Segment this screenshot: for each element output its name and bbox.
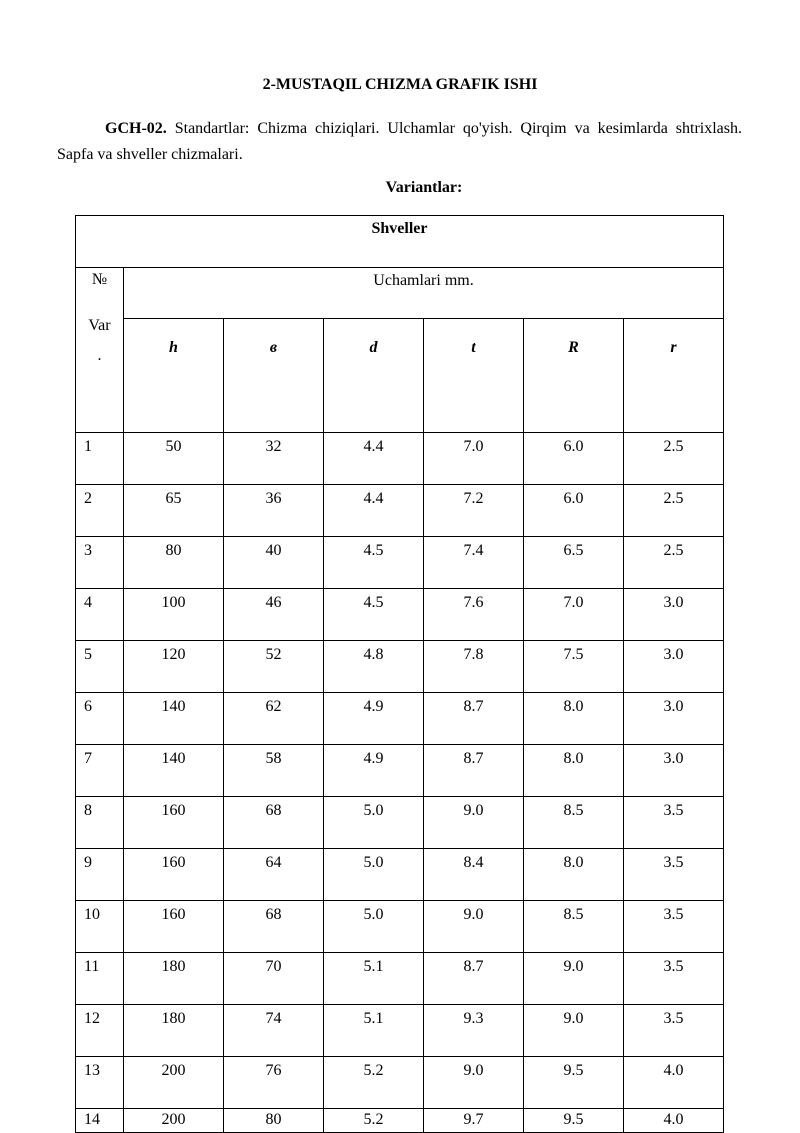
column-header-r: r [624, 319, 724, 433]
table-row [76, 1005, 724, 1057]
cell-t: 7.4 [424, 537, 524, 589]
cell-R: 6.5 [524, 537, 624, 589]
cell-t: 7.2 [424, 485, 524, 537]
cell-variant-number: 8 [76, 797, 124, 849]
cell-h: 200 [124, 1057, 224, 1109]
variant-label-dot: . [97, 347, 102, 364]
cell-R: 6.0 [524, 433, 624, 485]
cell-t: 8.7 [424, 693, 524, 745]
cell-r: 3.0 [624, 641, 724, 693]
cell-d: 5.0 [324, 797, 424, 849]
cell-b: 68 [224, 901, 324, 953]
cell-r: 3.5 [624, 953, 724, 1005]
cell-R: 9.5 [524, 1057, 624, 1109]
table-row [76, 1057, 724, 1109]
cell-R: 8.5 [524, 901, 624, 953]
dimensions-header: Uchamlari mm. [124, 268, 724, 319]
cell-h: 80 [124, 537, 224, 589]
table-row [76, 901, 724, 953]
assignment-description [57, 116, 742, 168]
cell-r: 3.5 [624, 901, 724, 953]
cell-d: 5.2 [324, 1109, 424, 1133]
cell-variant-number: 7 [76, 745, 124, 797]
cell-variant-number: 13 [76, 1057, 124, 1109]
assignment-code: GCH-02. [105, 120, 167, 137]
table-row [76, 693, 724, 745]
cell-variant-number: 10 [76, 901, 124, 953]
shveller-table [75, 215, 724, 1133]
cell-b: 40 [224, 537, 324, 589]
column-header-t: t [424, 319, 524, 433]
cell-d: 5.0 [324, 901, 424, 953]
cell-r: 3.5 [624, 797, 724, 849]
variants-title: Variantlar: [385, 179, 463, 196]
cell-b: 70 [224, 953, 324, 1005]
cell-h: 160 [124, 901, 224, 953]
cell-t: 7.8 [424, 641, 524, 693]
column-header-h: h [124, 319, 224, 433]
cell-r: 4.0 [624, 1057, 724, 1109]
cell-variant-number: 1 [76, 433, 124, 485]
cell-h: 120 [124, 641, 224, 693]
cell-b: 32 [224, 433, 324, 485]
cell-b: 80 [224, 1109, 324, 1133]
cell-h: 140 [124, 745, 224, 797]
cell-b: 46 [224, 589, 324, 641]
cell-d: 4.9 [324, 745, 424, 797]
cell-r: 3.0 [624, 745, 724, 797]
cell-b: 76 [224, 1057, 324, 1109]
cell-R: 9.0 [524, 1005, 624, 1057]
number-symbol: № [91, 271, 108, 288]
cell-d: 4.4 [324, 485, 424, 537]
cell-r: 4.0 [624, 1109, 724, 1133]
cell-d: 4.8 [324, 641, 424, 693]
cell-r: 3.5 [624, 1005, 724, 1057]
cell-t: 7.6 [424, 589, 524, 641]
cell-r: 2.5 [624, 537, 724, 589]
table-row [76, 433, 724, 485]
cell-b: 64 [224, 849, 324, 901]
cell-t: 9.3 [424, 1005, 524, 1057]
variant-number-header [76, 268, 124, 433]
cell-t: 8.4 [424, 849, 524, 901]
cell-h: 200 [124, 1109, 224, 1133]
cell-R: 6.0 [524, 485, 624, 537]
cell-R: 9.0 [524, 953, 624, 1005]
cell-variant-number: 14 [76, 1109, 124, 1133]
cell-R: 8.0 [524, 693, 624, 745]
cell-r: 3.5 [624, 849, 724, 901]
cell-r: 3.0 [624, 589, 724, 641]
cell-d: 4.9 [324, 693, 424, 745]
cell-h: 160 [124, 797, 224, 849]
variant-label: Var [88, 317, 111, 334]
cell-b: 58 [224, 745, 324, 797]
cell-variant-number: 11 [76, 953, 124, 1005]
assignment-text: Standartlar: Chizma chiziqlari. Ulchamlar qo'yish. Qirqim va kesimlarda shtrixlash. Sapfa va shveller chizmalari. [57, 120, 742, 163]
column-header-d: d [324, 319, 424, 433]
cell-t: 9.0 [424, 1057, 524, 1109]
cell-b: 62 [224, 693, 324, 745]
cell-variant-number: 5 [76, 641, 124, 693]
cell-d: 4.5 [324, 537, 424, 589]
cell-d: 5.1 [324, 1005, 424, 1057]
cell-h: 50 [124, 433, 224, 485]
cell-b: 36 [224, 485, 324, 537]
cell-variant-number: 3 [76, 537, 124, 589]
cell-h: 65 [124, 485, 224, 537]
cell-R: 7.0 [524, 589, 624, 641]
cell-variant-number: 6 [76, 693, 124, 745]
table-row [76, 641, 724, 693]
cell-b: 68 [224, 797, 324, 849]
cell-b: 74 [224, 1005, 324, 1057]
cell-h: 180 [124, 953, 224, 1005]
cell-d: 5.0 [324, 849, 424, 901]
cell-variant-number: 12 [76, 1005, 124, 1057]
table-row [76, 589, 724, 641]
cell-variant-number: 9 [76, 849, 124, 901]
cell-d: 4.4 [324, 433, 424, 485]
table-row [76, 485, 724, 537]
table-caption: Shveller [76, 216, 724, 268]
cell-d: 5.2 [324, 1057, 424, 1109]
cell-t: 9.7 [424, 1109, 524, 1133]
cell-R: 8.0 [524, 745, 624, 797]
cell-r: 3.0 [624, 693, 724, 745]
cell-d: 4.5 [324, 589, 424, 641]
cell-h: 160 [124, 849, 224, 901]
cell-h: 180 [124, 1005, 224, 1057]
column-header-R: R [524, 319, 624, 433]
cell-t: 9.0 [424, 797, 524, 849]
cell-r: 2.5 [624, 433, 724, 485]
cell-t: 8.7 [424, 745, 524, 797]
cell-variant-number: 4 [76, 589, 124, 641]
page-title: 2-MUSTAQIL CHIZMA GRAFIK ISHI [262, 76, 538, 93]
table-row [76, 953, 724, 1005]
cell-R: 8.5 [524, 797, 624, 849]
table-row [76, 745, 724, 797]
cell-h: 100 [124, 589, 224, 641]
cell-R: 9.5 [524, 1109, 624, 1133]
column-header-b: в [224, 319, 324, 433]
cell-t: 7.0 [424, 433, 524, 485]
table-row [76, 797, 724, 849]
cell-t: 8.7 [424, 953, 524, 1005]
table-row [76, 849, 724, 901]
table-row [76, 537, 724, 589]
cell-R: 8.0 [524, 849, 624, 901]
cell-b: 52 [224, 641, 324, 693]
cell-R: 7.5 [524, 641, 624, 693]
cell-h: 140 [124, 693, 224, 745]
cell-variant-number: 2 [76, 485, 124, 537]
cell-r: 2.5 [624, 485, 724, 537]
table-row [76, 1109, 724, 1133]
cell-t: 9.0 [424, 901, 524, 953]
cell-d: 5.1 [324, 953, 424, 1005]
